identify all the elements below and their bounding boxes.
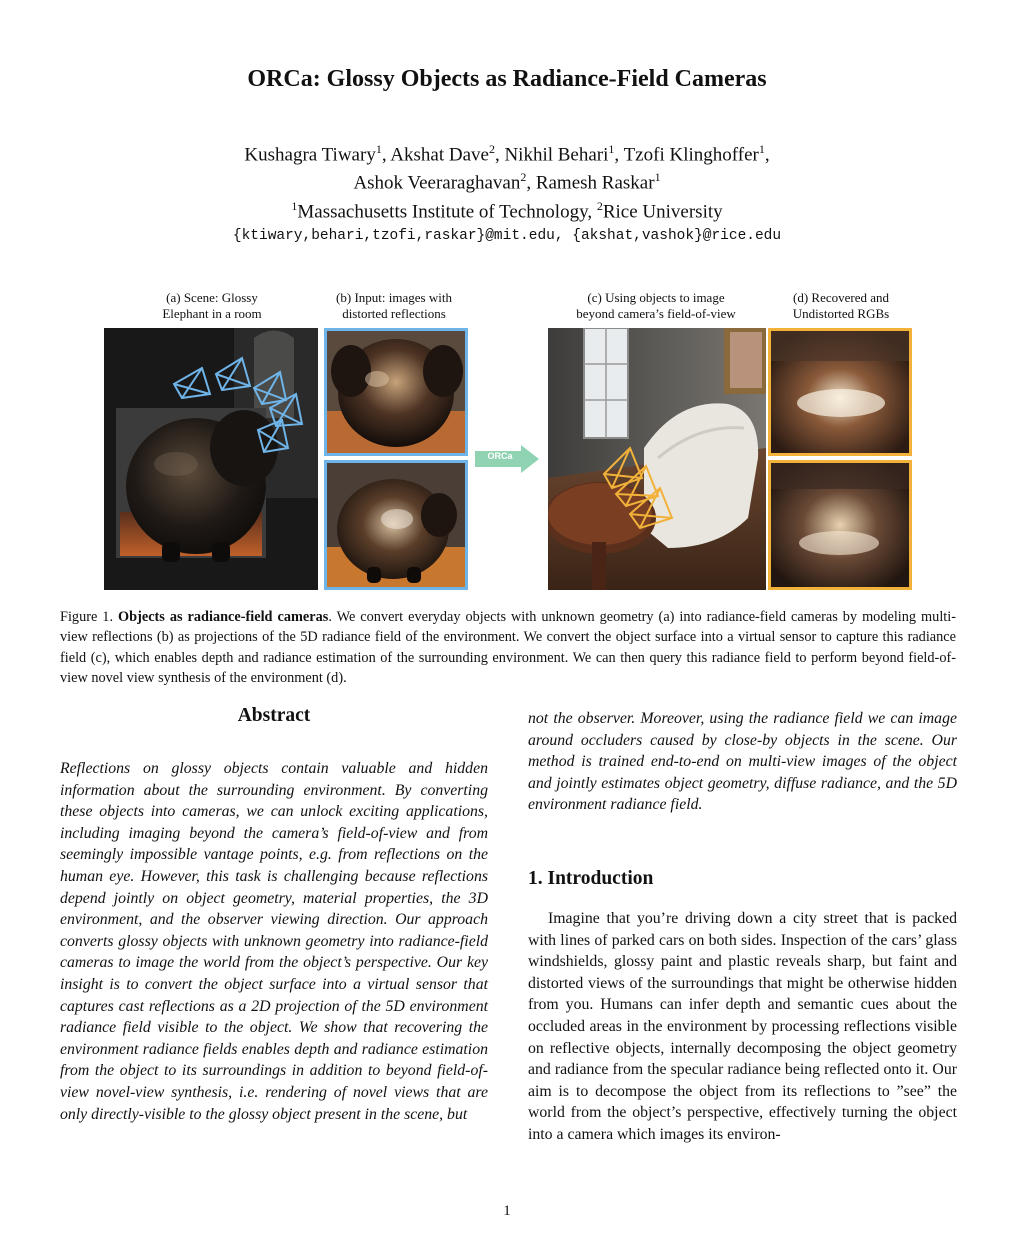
figure-panel-b-input-1 xyxy=(324,328,468,456)
figure-caption-text: . We convert everyday objects with unknown geometry (a) into radiance-field cameras by modeling multi-view reflections (b) as projections of the 5D radiance field of the environment. We convert the object surface into a virtual sensor to capture this radiance field (c), which enables depth and radiance estimation of the surrounding environment. We can then query this radiance field to perform beyond field-of-view novel view synthesis of the environment (d). xyxy=(60,609,956,686)
figure-panel-d-recovered-2 xyxy=(768,460,912,590)
figure-caption-a: (a) Scene: Glossy Elephant in a room xyxy=(162,290,262,321)
author: Kushagra Tiwary xyxy=(244,144,376,166)
page-number: 1 xyxy=(503,1203,511,1219)
introduction-heading: 1. Introduction xyxy=(528,868,654,889)
figure-caption-bold: Objects as radiance-field cameras xyxy=(118,609,329,625)
author: Ashok Veeraraghavan xyxy=(353,172,521,194)
figure-caption-c: (c) Using objects to image beyond camera’s field-of-view xyxy=(576,290,736,321)
orca-arrow-label: ORCa xyxy=(487,451,513,461)
figure-panel-d-recovered-1 xyxy=(768,328,912,456)
figure-caption-b: (b) Input: images with distorted reflections xyxy=(336,290,452,321)
room-scene-image xyxy=(548,328,766,590)
author-emails: {ktiwary,behari,tzofi,raskar}@mit.edu, {akshat,vashok}@rice.edu xyxy=(232,227,782,244)
author-block xyxy=(0,138,1014,248)
affiliations: $^1$Massachusetts Institute of Technology, $^2$Rice University xyxy=(291,198,723,222)
author: Ramesh Raskar xyxy=(535,172,655,194)
introduction-text: Imagine that you’re driving down a city street that is packed with lines of parked cars on both sides. Inspection of the cars’ glass windshields, glossy paint and plastic reveals sharp, but faint and distorted views of the surroundings that might be otherwise hidden from you. Humans can infer depth and semantic cues about the occluded areas in the environment by processing reflections visible on reflective objects, internally decomposing the object geometry and radiance from the specular radiance being reflected onto it. Our aim is to decompose the object from its reflections to ”see” the world from the object’s perspective, effectively turning the object into a camera which images its environ- xyxy=(528,910,957,1143)
figure-caption: Figure 1. Objects as radiance-field cameras. We convert everyday objects with unknown geometry (a) into radiance-field cameras by modeling multi-view reflections (b) as projections of the 5D radiance field of the environment. We convert the object surface into a virtual sensor to capture this radiance field (c), which enables depth and radiance estimation of the surrounding environment. We can then query this radiance field to perform beyond field-of-view novel view synthesis of the environment (d). xyxy=(60,609,956,686)
abstract-heading: Abstract xyxy=(237,705,311,726)
author-line-2: Ashok Veeraraghavan$^2$, Ramesh Raskar$^1$ xyxy=(353,170,661,194)
abstract-text-left: Reflections on glossy objects contain valuable and hidden information about the surrounding environment. By converting these objects into cameras, we can unlock exciting applications, including imaging beyond the camera’s field-of-view and from seemingly impossible vantage points, e.g. from reflections on the human eye. However, this task is challenging because reflections depend jointly on object geometry, material properties, the 3D environment, and the observer viewing direction. Our approach converts glossy objects with unknown geometry into radiance-field cameras to image the world from the object’s perspective. Our key insight is to convert the object surface into a virtual sensor that captures cast reflections as a 2D projection of the 5D environment radiance field visible to the object. We show that recovering the environment radiance fields enables depth and radiance estimation from the object to its surroundings in addition to beyond field-of-view novel-view synthesis, i.e. rendering of novel views that are only directly-visible to the glossy object present in the scene, but xyxy=(60,760,488,1123)
figure-panel-a-scene xyxy=(104,328,318,590)
recovered-rgb-image-1 xyxy=(771,331,909,453)
figure-panel-c-room xyxy=(548,328,766,590)
abstract-text-right: not the observer. Moreover, using the radiance field we can image around occluders caused by close-by objects in the scene. Our method is trained end-to-end on multi-view images of the object and jointly estimates object geometry, diffuse radiance, and the 5D environment radiance field. xyxy=(528,710,957,814)
figure-caption-d: (d) Recovered and Undistorted RGBs xyxy=(792,290,890,321)
author-line-1: Kushagra Tiwary$^1$, Akshat Dave$^2$, Nikhil Behari$^1$, Tzofi Klinghoffer$^1$, xyxy=(244,142,770,166)
reflection-image-1 xyxy=(327,331,465,453)
reflection-image-2 xyxy=(327,463,465,587)
figure-panel-b-input-2 xyxy=(324,460,468,590)
paper-title: ORCa: Glossy Objects as Radiance-Field Cameras xyxy=(247,66,767,92)
recovered-rgb-image-2 xyxy=(771,463,909,587)
glossy-elephant-scene-image xyxy=(104,328,318,590)
author: Akshat Dave xyxy=(390,144,489,166)
author: Tzofi Klinghoffer xyxy=(623,144,759,166)
author: Nikhil Behari xyxy=(504,144,609,166)
